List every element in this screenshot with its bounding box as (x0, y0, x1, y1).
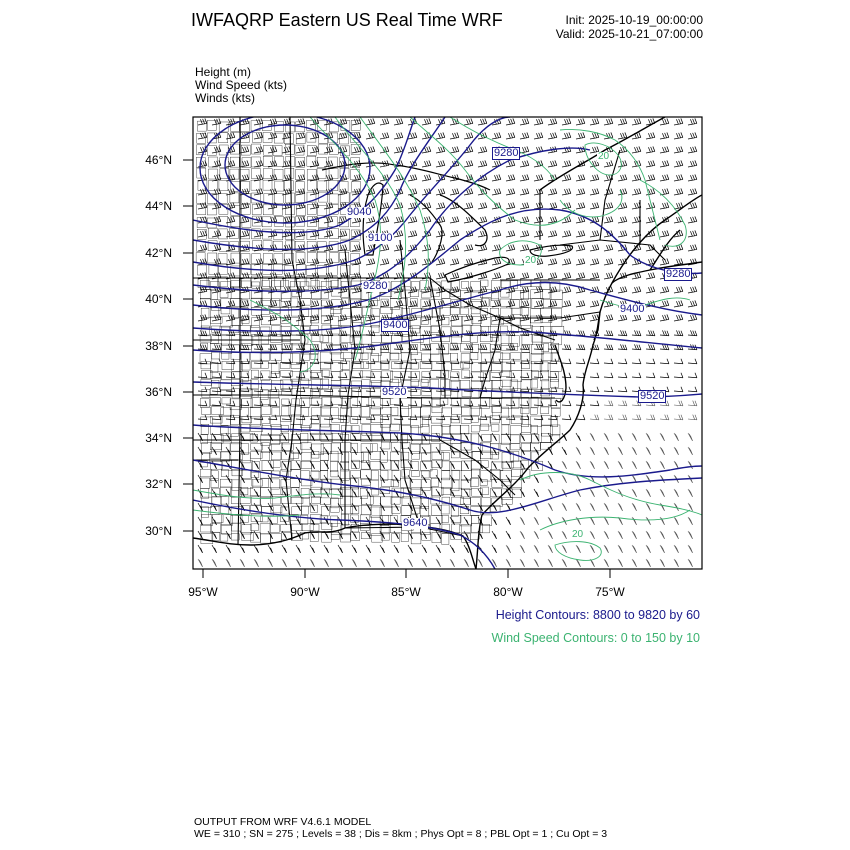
lon-label-75: 75°W (595, 585, 625, 599)
field-winds-label: Winds (kts) (195, 91, 255, 105)
lon-label-95: 95°W (188, 585, 218, 599)
wind-contour-legend: Wind Speed Contours: 0 to 150 by 10 (491, 631, 700, 645)
map-plot-area (193, 113, 702, 569)
height-label-9400-west: 9400 (383, 319, 408, 331)
wind-label-20-a: 20 (525, 255, 537, 266)
height-label-9280-east: 9280 (666, 268, 691, 280)
model-info-line2: WE = 310 ; SN = 275 ; Levels = 38 ; Dis = 8km ; Phys Opt = 8 ; PBL Opt = 1 ; Cu Opt = 3 (194, 828, 608, 840)
height-label-9640: 9640 (403, 517, 428, 529)
lat-label-40: 40°N (145, 292, 172, 306)
lat-label-30: 30°N (145, 524, 172, 538)
height-label-9100: 9100 (368, 232, 393, 244)
init-time: Init: 2025-10-19_00:00:00 (565, 13, 703, 27)
lon-label-85: 85°W (391, 585, 421, 599)
height-label-9520-east: 9520 (640, 390, 665, 402)
height-contour-legend: Height Contours: 8800 to 9820 by 60 (495, 608, 700, 622)
lat-label-42: 42°N (145, 246, 172, 260)
chart-title: IWFAQRP Eastern US Real Time WRF (191, 10, 503, 30)
height-label-9040: 9040 (347, 206, 372, 218)
lat-label-44: 44°N (145, 199, 172, 213)
lon-label-80: 80°W (493, 585, 523, 599)
wind-label-20-c: 20 (598, 151, 610, 162)
lat-label-32: 32°N (145, 477, 172, 491)
height-label-9280-west: 9280 (363, 280, 388, 292)
lat-label-46: 46°N (145, 153, 172, 167)
height-label-9520-west: 9520 (382, 386, 407, 398)
model-info-line1: OUTPUT FROM WRF V4.6.1 MODEL (194, 816, 372, 828)
field-wind-speed-label: Wind Speed (kts) (195, 78, 288, 92)
wind-label-20-b: 20 (572, 529, 584, 540)
valid-time: Valid: 2025-10-21_07:00:00 (555, 27, 703, 41)
lat-label-38: 38°N (145, 339, 172, 353)
lat-label-36: 36°N (145, 385, 172, 399)
lat-label-34: 34°N (145, 431, 172, 445)
height-label-9280-north: 9280 (494, 147, 519, 159)
height-label-9400-east: 9400 (620, 303, 645, 315)
field-height-label: Height (m) (195, 65, 252, 79)
lon-label-90: 90°W (290, 585, 320, 599)
